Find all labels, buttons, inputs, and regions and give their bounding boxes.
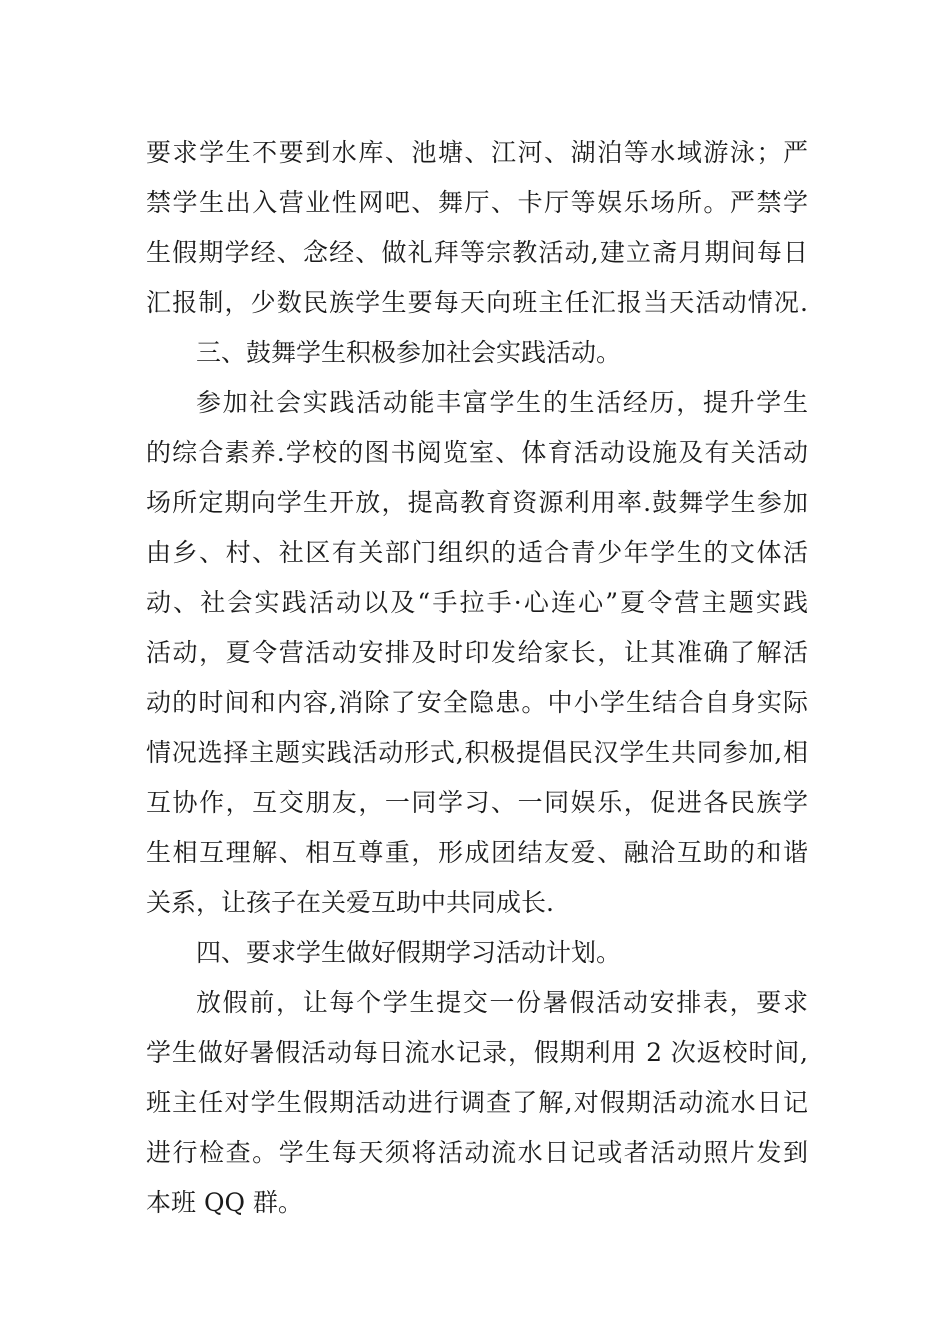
text-line: 互协作，互交朋友，一同学习、一同娱乐，促进各民族学 <box>146 788 808 817</box>
text-line: 要求学生不要到水库、池塘、江河、湖泊等水域游泳；严 <box>146 138 808 167</box>
text-line: 动、社会实践活动以及“手拉手·心连心”夏令营主题实践 <box>146 588 808 617</box>
text-line: 动的时间和内容,消除了安全隐患。中小学生结合自身实际 <box>146 688 808 717</box>
text-line: 进行检查。学生每天须将活动流水日记或者活动照片发到 <box>146 1138 808 1167</box>
text-line: 禁学生出入营业性网吧、舞厅、卡厅等娱乐场所。严禁学 <box>146 188 808 217</box>
text-line: 情况选择主题实践活动形式,积极提倡民汉学生共同参加,相 <box>146 738 808 767</box>
text-line: 场所定期向学生开放，提高教育资源利用率.鼓舞学生参加 <box>146 488 808 517</box>
text-line: 关系，让孩子在关爱互助中共同成长. <box>146 888 554 917</box>
text-line: 活动，夏令营活动安排及时印发给家长，让其准确了解活 <box>146 638 808 667</box>
text-line: 生假期学经、念经、做礼拜等宗教活动,建立斋月期间每日 <box>146 238 808 267</box>
text-line: 汇报制，少数民族学生要每天向班主任汇报当天活动情况. <box>146 288 808 317</box>
text-line: 参加社会实践活动能丰富学生的生活经历，提升学生 <box>196 388 808 417</box>
text-line: 放假前，让每个学生提交一份暑假活动安排表，要求 <box>196 988 808 1017</box>
text-line: 本班 QQ 群。 <box>146 1188 303 1217</box>
text-line: 生相互理解、相互尊重，形成团结友爱、融洽互助的和谐 <box>146 838 808 867</box>
section-heading: 三、鼓舞学生积极参加社会实践活动。 <box>196 338 622 367</box>
text-line: 由乡、村、社区有关部门组织的适合青少年学生的文体活 <box>146 538 808 567</box>
text-line: 的综合素养.学校的图书阅览室、体育活动设施及有关活动 <box>146 438 808 467</box>
text-line: 学生做好暑假活动每日流水记录，假期利用 2 次返校时间, <box>146 1038 808 1067</box>
text-line: 班主任对学生假期活动进行调查了解,对假期活动流水日记 <box>146 1088 808 1117</box>
document-body <box>146 128 808 1228</box>
section-heading: 四、要求学生做好假期学习活动计划。 <box>196 938 622 967</box>
